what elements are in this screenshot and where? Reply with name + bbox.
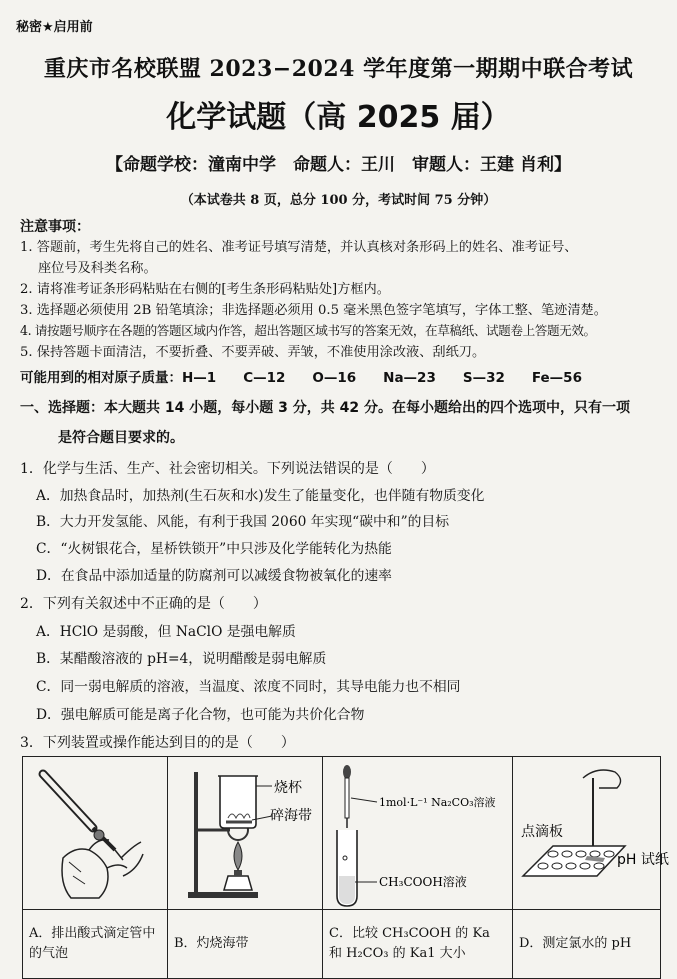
burning-seaweed-figure	[168, 758, 321, 908]
label-seaweed: 碎海带	[270, 808, 312, 824]
question-2-option-d: D．强电解质可能是离子化合物，也可能为共价化合物	[36, 707, 365, 723]
label-na2co3: 1mol·L⁻¹ Na₂CO₃溶液	[379, 796, 496, 809]
subject-title: 化学试题（高 2025 届）	[166, 100, 511, 135]
question-2-option-c: C．同一弱电解质的溶液，当温度、浓度不同时，其导电能力也不相同	[36, 679, 461, 695]
note-item-1-cont: 座位号及科类名称。	[38, 261, 157, 276]
question-1-option-d: D．在食品中添加适量的防腐剂可以减缓食物被氧化的速率	[36, 568, 392, 584]
caption-a: A．排出酸式滴定管中的气泡	[23, 910, 168, 979]
label-spot-plate: 点滴板	[521, 824, 563, 840]
caption-d: D．测定氯水的 pH	[513, 910, 661, 979]
question-3-stem: 3．下列装置或操作能达到目的的是（ ）	[20, 735, 295, 751]
label-ch3cooh: CH₃COOH溶液	[379, 875, 467, 889]
section-heading-cont: 是符合题目要求的。	[58, 430, 184, 446]
authors-line: 【命题学校：潼南中学 命题人：王川 审题人：王建 肖利】	[106, 155, 571, 175]
question-1-option-c: C．“火树银花合，星桥铁锁开”中只涉及化学能转化为热能	[36, 541, 392, 557]
question-1-stem: 1．化学与生活、生产、社会密切相关。下列说法错误的是（ ）	[20, 461, 435, 477]
secret-label: 秘密★启用前	[16, 20, 93, 35]
dropper-tube-figure	[323, 758, 511, 908]
figure-b-cell	[168, 757, 323, 910]
note-item-3: 3. 选择题必须使用 2B 铅笔填涂；非选择题必须用 0.5 毫米黑色签字笔填写，字体工整、笔迹清楚。	[20, 303, 607, 318]
label-beaker: 烧杯	[274, 780, 302, 796]
apparatus-table	[22, 756, 669, 979]
question-1-option-b: B．大力开发氢能、风能，有利于我国 2060 年实现“碳中和”的目标	[36, 514, 450, 530]
atomic-masses: 可能用到的相对原子质量：H—1 C—12 O—16 Na—23 S—32 Fe—56	[20, 370, 582, 386]
figure-d-cell	[513, 757, 669, 910]
note-item-2: 2. 请将准考证条形码粘贴在右侧的[考生条形码粘贴处]方框内。	[20, 282, 390, 297]
question-2-option-a: A．HClO 是弱酸，但 NaClO 是强电解质	[36, 624, 296, 640]
caption-b: B．灼烧海带	[168, 910, 323, 979]
figure-a-cell	[23, 757, 168, 910]
note-item-4: 4. 请按题号顺序在各题的答题区域内作答，超出答题区域书写的答案无效，在草稿纸、试题卷上答题无效。	[20, 323, 596, 338]
notes-heading: 注意事项：	[20, 219, 90, 235]
caption-c: C．比较 CH₃COOH 的 Ka 和 H₂CO₃ 的 Ka1 大小	[323, 910, 513, 979]
section-heading: 一、选择题：本大题共 14 小题，每小题 3 分，共 42 分。在每小题给出的四个选项中，只有一项	[20, 400, 630, 416]
exam-title: 重庆市名校联盟 2023−2024 学年度第一期期中联合考试	[43, 56, 634, 82]
figure-c-cell	[323, 757, 513, 910]
burette-hand-figure	[23, 758, 166, 908]
question-2-option-b: B．某醋酸溶液的 pH=4，说明醋酸是弱电解质	[36, 651, 327, 667]
note-item-5: 5. 保持答题卡面清洁，不要折叠、不要弄破、弄皱，不准使用涂改液、刮纸刀。	[20, 345, 486, 360]
question-2-stem: 2．下列有关叙述中不正确的是（ ）	[20, 596, 267, 612]
question-1-option-a: A．加热食品时，加热剂(生石灰和水)发生了能量变化，也伴随有物质变化	[36, 488, 485, 504]
note-item-1: 1. 答题前，考生先将自己的姓名、准考证号填写清楚，并认真核对条形码上的姓名、准考证号、	[20, 240, 578, 255]
spot-plate-figure	[513, 758, 669, 908]
label-ph-paper: pH 试纸	[617, 852, 669, 868]
exam-info: （本试卷共 8 页，总分 100 分，考试时间 75 分钟）	[180, 193, 497, 208]
